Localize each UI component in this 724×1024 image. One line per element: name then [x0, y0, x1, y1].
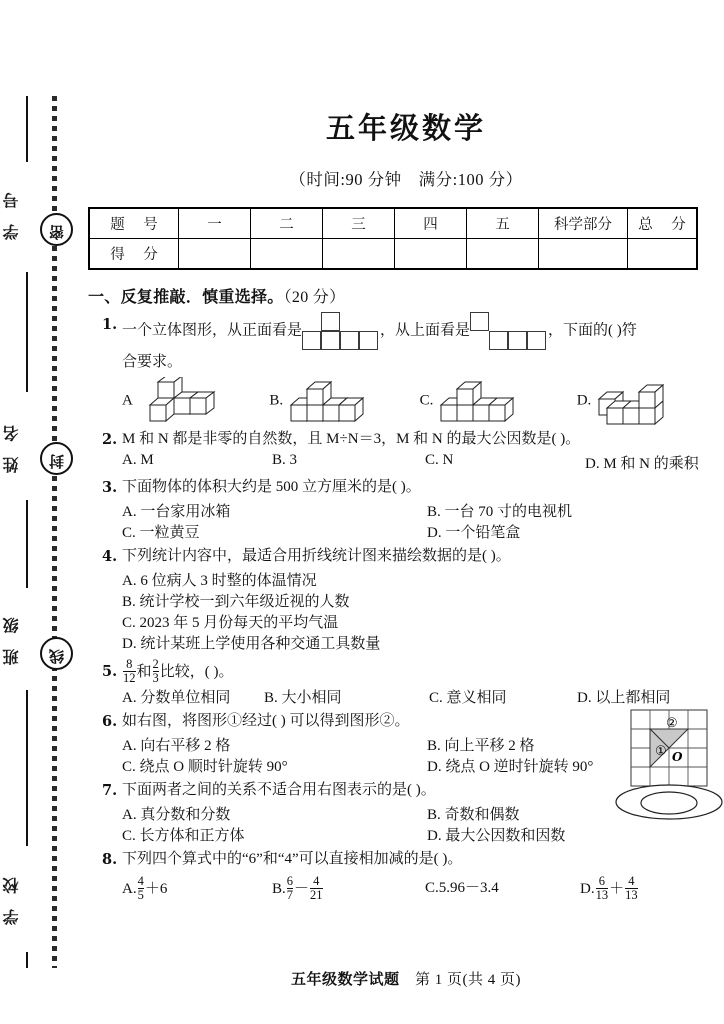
score-cell-science[interactable] [539, 239, 628, 270]
question-3-option-c[interactable]: C. 一粒黄豆 [122, 525, 200, 541]
question-6-option-b[interactable]: B. 向上平移 2 格 [427, 738, 535, 754]
question-7-text: 下面两者之间的关系不适合用右图表示的是( )。 [122, 782, 436, 798]
fraction-4-13 [625, 875, 638, 902]
fraction-numerator: 6 [286, 874, 294, 888]
question-1-text-b: ，从上面看是 [380, 322, 471, 339]
question-6-text: 如右图，将图形①经过( ) 可以得到图形②。 [122, 713, 410, 729]
exam-subtitle: （时间:90 分钟 满分:100 分） [289, 170, 523, 189]
score-table-row-label: 得 分 [89, 239, 179, 270]
seal-field-school: 学 校 [2, 872, 21, 926]
figure-label-2: ② [666, 716, 678, 731]
score-table-col-4: 四 [395, 208, 467, 239]
seal-badge-xian: 线 [40, 637, 73, 670]
score-table-col-3: 三 [323, 208, 395, 239]
fraction-denominator: 5 [137, 888, 144, 902]
fraction-2-3 [153, 658, 159, 685]
question-5-option-b[interactable]: B. 大小相同 [264, 690, 342, 706]
question-4-option-d[interactable] [122, 632, 724, 653]
fraction-denominator: 3 [152, 671, 159, 685]
question-2 [88, 427, 724, 452]
fraction-6-13 [596, 875, 609, 902]
question-8-option-a[interactable] [122, 876, 272, 903]
operator-plus: ＋ [144, 880, 160, 897]
question-4-option-b[interactable] [122, 590, 724, 611]
seal-field-class: 班 级 [2, 612, 21, 666]
question-number: 1. [102, 316, 118, 333]
cube-figure-b-icon [287, 377, 391, 425]
score-table-col-science: 科学部分 [539, 208, 628, 239]
question-6-option-c[interactable]: C. 绕点 O 顺时针旋转 90° [122, 759, 288, 775]
question-number: 3. [102, 479, 118, 496]
footer-title: 五年级数学试题 [290, 972, 400, 988]
footer-page-number: 第 1 页(共 4 页) [415, 972, 522, 988]
question-8-option-a-label: A. [122, 880, 137, 897]
question-5-text [122, 659, 724, 686]
question-3-text: 下面物体的体积大约是 500 立方厘米的是( )。 [122, 479, 421, 495]
rotation-grid-figure [630, 709, 724, 787]
question-number: 6. [102, 713, 118, 730]
question-1-text-a: 一个立体图形，从正面看是 [122, 322, 303, 339]
question-8-option-a-tail: 6 [159, 880, 168, 897]
question-1-option-a-label: A [122, 392, 133, 409]
question-2-option-d[interactable]: D. M 和 N 的乘积 [585, 456, 699, 472]
question-1-option-a[interactable] [122, 377, 269, 425]
question-3-option-d[interactable]: D. 一个铅笔盒 [427, 525, 521, 541]
question-3-options-row2 [122, 521, 724, 542]
score-table-col-total: 总 分 [628, 208, 698, 239]
question-8-option-c[interactable] [425, 876, 580, 903]
question-3-option-b[interactable]: B. 一台 70 寸的电视机 [427, 504, 573, 520]
question-5 [88, 659, 724, 686]
fraction-numerator: 6 [598, 874, 605, 888]
front-view-figure [302, 312, 380, 350]
question-2-option-a[interactable]: A. M [122, 452, 154, 468]
question-1-option-d[interactable] [577, 377, 724, 425]
figure-label-1: ① [655, 744, 667, 759]
seal-field-student-id: 学 号 [2, 187, 21, 241]
seal-badge-mi: 密 [40, 213, 73, 246]
fraction-8-12 [123, 658, 136, 685]
seal-divider-rule [26, 272, 28, 392]
question-8-option-b-label: B. [272, 880, 286, 897]
question-5-option-d[interactable]: D. 以上都相同 [577, 690, 671, 706]
question-number: 8. [102, 851, 118, 868]
question-8-text: 下列四个算式中的“6”和“4”可以直接相加减的是( )。 [122, 851, 463, 867]
question-4-text: 下列统计内容中，最适合用折线统计图来描绘数据的是( )。 [122, 548, 511, 564]
question-number: 2. [102, 431, 118, 448]
question-7-option-b[interactable]: B. 奇数和偶数 [427, 807, 520, 823]
question-8-option-c-expression: 5.96－3.4 [438, 880, 499, 896]
question-number: 4. [102, 548, 118, 565]
exam-paper-body [88, 0, 724, 1024]
question-8 [88, 847, 724, 872]
fraction-denominator: 7 [286, 888, 294, 902]
fraction-6-7 [287, 875, 293, 902]
fraction-denominator: 13 [625, 888, 638, 902]
section-heading-label: 一、反复推敲．慎重选择。 [88, 287, 284, 306]
question-1-text-c: ，下面的( )符 [548, 322, 637, 339]
question-4-option-a[interactable] [122, 569, 724, 590]
question-1-option-d-label: D. [576, 392, 592, 409]
question-5-option-c[interactable]: C. 意义相同 [429, 690, 507, 706]
question-4-option-c[interactable] [122, 611, 724, 632]
question-1-option-c[interactable] [420, 377, 577, 425]
score-cell-3[interactable] [323, 239, 395, 270]
question-1-text [122, 312, 724, 375]
table-row-question-numbers [89, 208, 697, 239]
table-row-scores [89, 239, 697, 270]
question-8-option-d[interactable] [580, 876, 639, 903]
score-table-col-1: 一 [179, 208, 251, 239]
fraction-numerator: 4 [628, 874, 635, 888]
question-4-option-d-label: D. 统计某班上学使用各种交通工具数量 [122, 636, 381, 652]
score-table-col-5: 五 [467, 208, 539, 239]
question-1-text-d: 合要求。 [122, 354, 183, 370]
cube-figure-d-icon [595, 377, 699, 425]
seal-divider-rule [26, 500, 28, 588]
fraction-4-5 [138, 875, 144, 902]
score-table-row-label: 题 号 [89, 208, 179, 239]
question-8-option-b[interactable] [272, 876, 425, 903]
seal-badge-feng: 封 [40, 442, 73, 475]
fraction-4-21 [310, 875, 323, 902]
section-heading [88, 284, 724, 307]
fraction-denominator: 12 [123, 671, 136, 685]
page-title: 五年级数学 [325, 111, 486, 145]
fraction-numerator: 2 [152, 657, 159, 671]
question-7-option-a[interactable]: A. 真分数和分数 [122, 807, 231, 823]
score-cell-4[interactable] [395, 239, 467, 270]
operator-plus: ＋ [609, 880, 625, 897]
operator-minus: － [294, 880, 310, 897]
question-7-options-row2 [122, 824, 724, 845]
question-number: 7. [102, 782, 118, 799]
question-1-options [122, 377, 724, 425]
question-4 [88, 544, 724, 569]
score-cell-1[interactable] [179, 239, 251, 270]
fraction-numerator: 4 [137, 874, 144, 888]
score-cell-total[interactable] [628, 239, 698, 270]
question-6-option-d[interactable]: D. 绕点 O 逆时针旋转 90° [427, 759, 594, 775]
score-cell-5[interactable] [467, 239, 539, 270]
question-1-option-c-label: C. [419, 392, 434, 409]
question-3-option-a[interactable]: A. 一台家用冰箱 [122, 504, 231, 520]
question-5-text-a: 和 [136, 663, 152, 680]
question-3-options-row1 [122, 500, 724, 521]
question-number: 5. [102, 663, 118, 680]
question-1 [88, 312, 724, 375]
question-2-option-b[interactable]: B. 3 [272, 452, 298, 468]
question-8-option-c-label: C. [425, 880, 439, 896]
score-cell-2[interactable] [251, 239, 323, 270]
question-7 [88, 778, 724, 803]
question-7-option-c[interactable]: C. 长方体和正方体 [122, 828, 245, 844]
question-6-option-a[interactable]: A. 向右平移 2 格 [122, 738, 231, 754]
score-table [88, 207, 698, 270]
page-footer [88, 968, 724, 989]
cube-figure-a-icon [136, 377, 240, 425]
seal-field-name: 姓 名 [2, 420, 21, 474]
question-5-text-b: 比较，( )。 [159, 663, 234, 680]
fraction-numerator: 4 [313, 874, 320, 888]
fraction-denominator: 13 [595, 888, 609, 902]
fraction-numerator: 8 [126, 657, 133, 671]
fraction-denominator: 21 [310, 888, 323, 902]
question-4-option-c-label: C. 2023 年 5 月份每天的平均气温 [122, 615, 339, 631]
nested-oval-figure [614, 778, 724, 826]
question-1-option-b-label: B. [269, 392, 284, 409]
question-7-option-d[interactable]: D. 最大公因数和因数 [427, 828, 566, 844]
question-3 [88, 475, 724, 500]
figure-label-o: O [672, 750, 683, 764]
section-heading-points: （20 分） [283, 289, 346, 306]
score-table-col-2: 二 [251, 208, 323, 239]
cube-figure-c-icon [437, 377, 541, 425]
question-4-option-a-label: A. 6 位病人 3 时整的体温情况 [122, 573, 317, 589]
seal-margin [0, 0, 88, 1024]
question-5-options [122, 686, 724, 707]
top-view-figure [470, 312, 548, 350]
question-2-option-c[interactable]: C. N [425, 452, 454, 468]
seal-divider-rule [26, 690, 28, 846]
question-2-text: M 和 N 都是非零的自然数，且 M÷N＝3，M 和 N 的最大公因数是( )。 [122, 431, 581, 447]
question-2-options [122, 452, 724, 473]
question-1-option-b[interactable] [269, 377, 419, 425]
question-8-option-d-label: D. [580, 880, 595, 897]
question-8-options [122, 876, 724, 903]
question-5-option-a[interactable]: A. 分数单位相同 [122, 690, 231, 706]
seal-divider-rule [26, 96, 28, 162]
question-4-option-b-label: B. 统计学校一到六年级近视的人数 [122, 594, 350, 610]
seal-divider-rule [26, 952, 28, 968]
